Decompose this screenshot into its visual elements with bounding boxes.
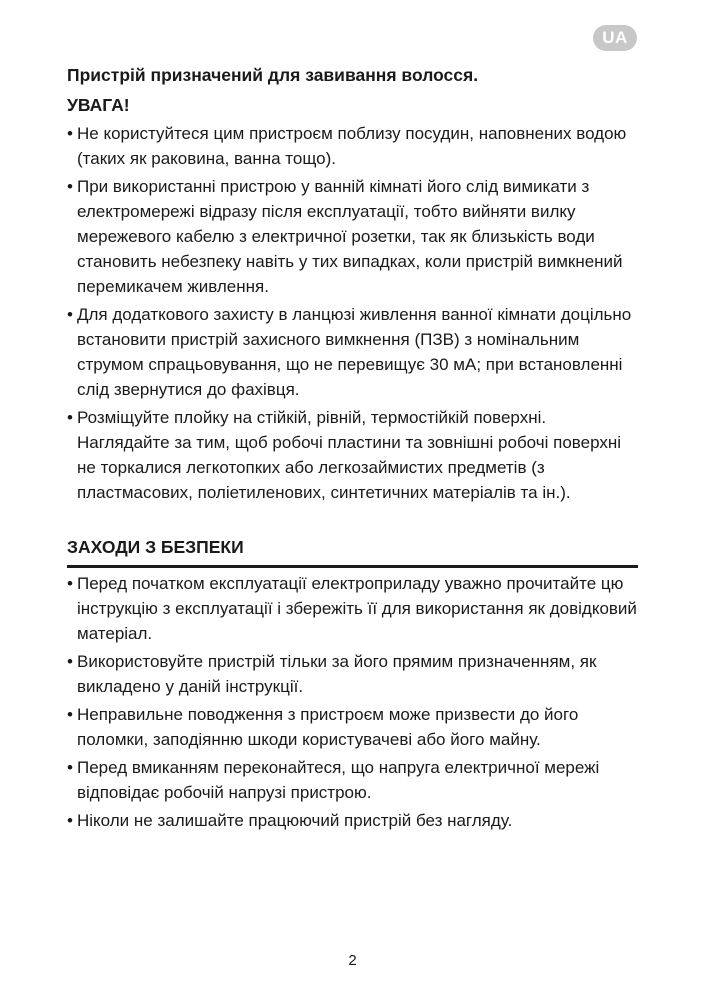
list-item: • Для додаткового захисту в ланцюзі живлення ванної кімнати доцільно встановити пристрій захисного вимкнення (ПЗВ) з номінальним струмом спрацьовування, що не перевищує 30 мА; при встановленні слід звернутися до фахівця. xyxy=(67,302,642,402)
list-item: • Не користуйтеся цим пристроєм поблизу посудин, наповнених водою (таких як раковина, ванна тощо). xyxy=(67,121,642,171)
list-item: • При використанні пристрою у ванній кімнаті його слід вимикати з електромережі відразу після експлуатації, тобто вийняти вилку мережевого кабелю з електричної розетки, так як близькість води становить небезпеку навіть у тих випадках, коли пристрій вимкнений перемикачем живлення. xyxy=(67,174,642,299)
list-item: • Перед вмиканням переконайтеся, що напруга електричної мережі відповідає робочій напрузі пристрою. xyxy=(67,755,642,805)
purpose-statement: Пристрій призначений для завивання волосся. xyxy=(67,65,479,85)
list-item: • Перед початком експлуатації електроприладу уважно прочитайте цю інструкцію з експлуатації і збережіть її для використання як довідковий матеріал. xyxy=(67,571,642,646)
list-item: • Використовуйте пристрій тільки за його прямим призначенням, як викладено у даній інструкції. xyxy=(67,649,642,699)
section-divider xyxy=(67,565,638,568)
language-badge: UA xyxy=(593,25,637,51)
section-heading-safety: ЗАХОДИ З БЕЗПЕКИ xyxy=(67,537,244,557)
list-item: • Ніколи не залишайте працюючий пристрій без нагляду. xyxy=(67,808,642,833)
warning-list xyxy=(67,121,642,505)
page-number: 2 xyxy=(348,952,357,969)
list-item: • Неправильне поводження з пристроєм може призвести до його поломки, заподіянню шкоди користувачеві або його майну. xyxy=(67,702,642,752)
safety-list xyxy=(67,571,642,833)
list-item: • Розміщуйте плойку на стійкій, рівній, термостійкій поверхні. Наглядайте за тим, щоб робочі пластини та зовнішні робочі поверхні не торкалися легкотопких або легкозаймистих предметів (з пластмасових, поліетиленових, синтетичних матеріалів та ін.). xyxy=(67,405,642,505)
page-content xyxy=(67,62,642,833)
warning-heading: УВАГА! xyxy=(67,95,130,115)
